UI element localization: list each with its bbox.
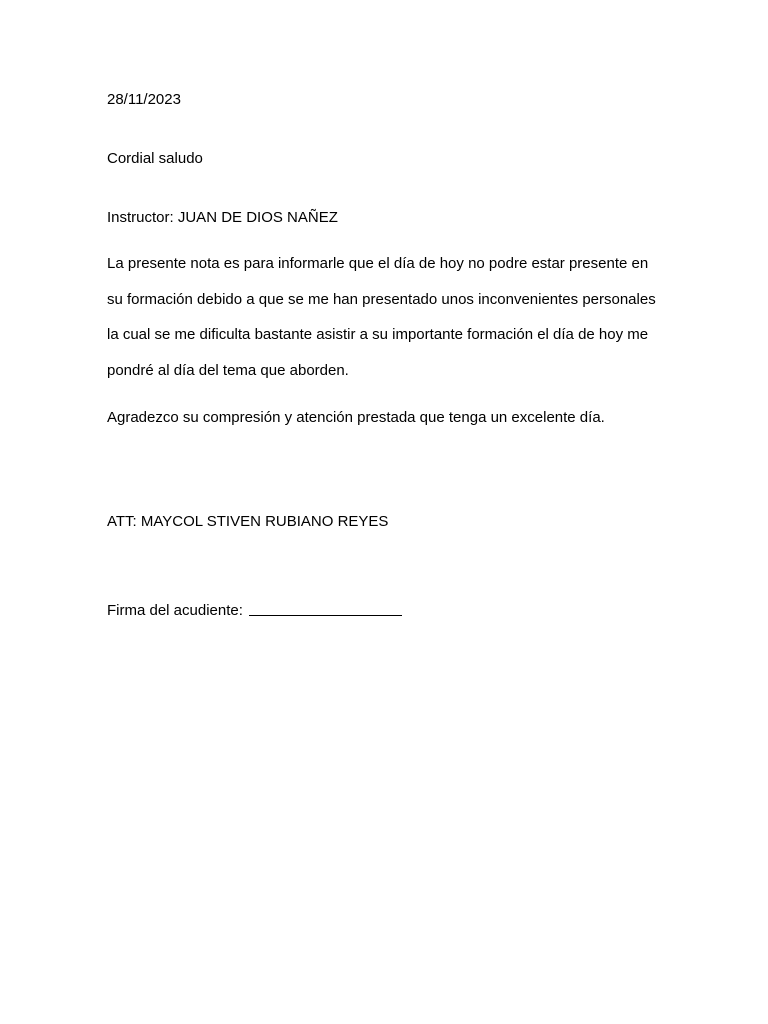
body-line: su formación debido a que se me han presentado unos inconvenientes personales: [107, 290, 656, 308]
letter-body: [107, 255, 667, 397]
thanks-line: Agradezco su compresión y atención prestada que tenga un excelente día.: [107, 409, 605, 426]
instructor-line: Instructor: JUAN DE DIOS NAÑEZ: [107, 209, 338, 226]
signature-label: Firma del acudiente:: [107, 602, 243, 619]
body-line: la cual se me dificulta bastante asistir a su importante formación el día de hoy me: [107, 326, 649, 343]
body-line: pondré al día del tema que aborden.: [107, 361, 349, 379]
letter-date: 28/11/2023: [107, 91, 181, 108]
greeting: Cordial saludo: [107, 150, 203, 167]
attention-line: ATT: MAYCOL STIVEN RUBIANO REYES: [107, 513, 389, 530]
signature-block: [107, 602, 402, 620]
body-line: La presente nota es para informarle que el día de hoy no podre estar presente en: [107, 255, 649, 272]
signature-line: [249, 615, 402, 616]
